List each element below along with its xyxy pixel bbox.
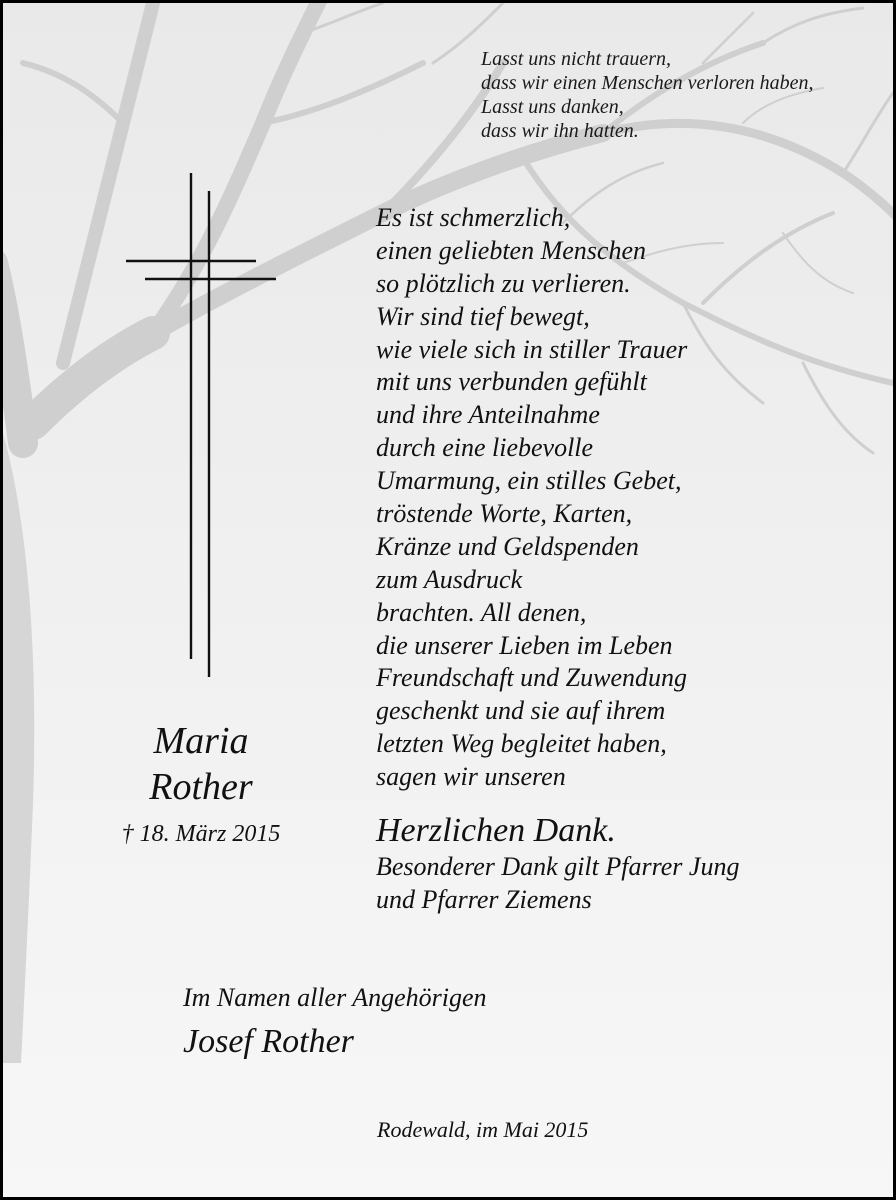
- poem-line: so plötzlich zu verlieren.: [376, 268, 631, 298]
- double-line-cross-icon: [121, 169, 281, 679]
- poem-line: und ihre Anteilnahme: [376, 400, 600, 430]
- poem-line: Wir sind tief bewegt,: [376, 301, 590, 331]
- motto-line: Lasst uns danken,: [481, 96, 624, 118]
- motto-line: dass wir ihn hatten.: [481, 120, 639, 142]
- special-thanks: [376, 851, 739, 916]
- poem-line: einen geliebten Menschen: [376, 235, 646, 265]
- poem-line: durch eine liebevolle: [376, 433, 594, 463]
- poem-line: zum Ausdruck: [376, 564, 523, 594]
- poem-line: Freundschaft und Zuwendung: [376, 663, 688, 693]
- death-date: † 18. März 2015: [121, 821, 281, 847]
- poem-line: sagen wir unseren: [376, 762, 566, 792]
- on-behalf-line: Im Namen aller Angehörigen: [183, 983, 487, 1012]
- poem-line: letzten Weg begleitet haben,: [376, 729, 667, 759]
- poem-line: wie viele sich in stiller Trauer: [376, 334, 688, 364]
- motto-quote: [481, 47, 814, 143]
- poem-line: geschenkt und sie auf ihrem: [376, 696, 666, 726]
- motto-line: Lasst uns nicht trauern,: [481, 48, 672, 70]
- place-and-date: Rodewald, im Mai 2015: [377, 1117, 589, 1142]
- poem-line: tröstende Worte, Karten,: [376, 499, 633, 529]
- poem-line: Es ist schmerzlich,: [376, 203, 571, 232]
- deceased-last-name: Rother: [149, 766, 253, 808]
- poem-line: Kränze und Geldspenden: [376, 531, 639, 561]
- motto-line: dass wir einen Menschen verloren haben,: [481, 72, 814, 94]
- special-thanks-line: und Pfarrer Ziemens: [376, 884, 592, 914]
- deceased-first-name: Maria: [153, 720, 249, 762]
- special-thanks-line: Besonderer Dank gilt Pfarrer Jung: [376, 852, 740, 881]
- signer-name: Josef Rother: [183, 1023, 354, 1060]
- thank-you-poem: [376, 202, 687, 794]
- poem-line: die unserer Lieben im Leben: [376, 630, 673, 660]
- poem-line: Umarmung, ein stilles Gebet,: [376, 466, 682, 496]
- poem-line: mit uns verbunden gefühlt: [376, 367, 647, 397]
- thanks-heading: Herzlichen Dank.: [376, 812, 616, 849]
- poem-line: brachten. All denen,: [376, 597, 587, 627]
